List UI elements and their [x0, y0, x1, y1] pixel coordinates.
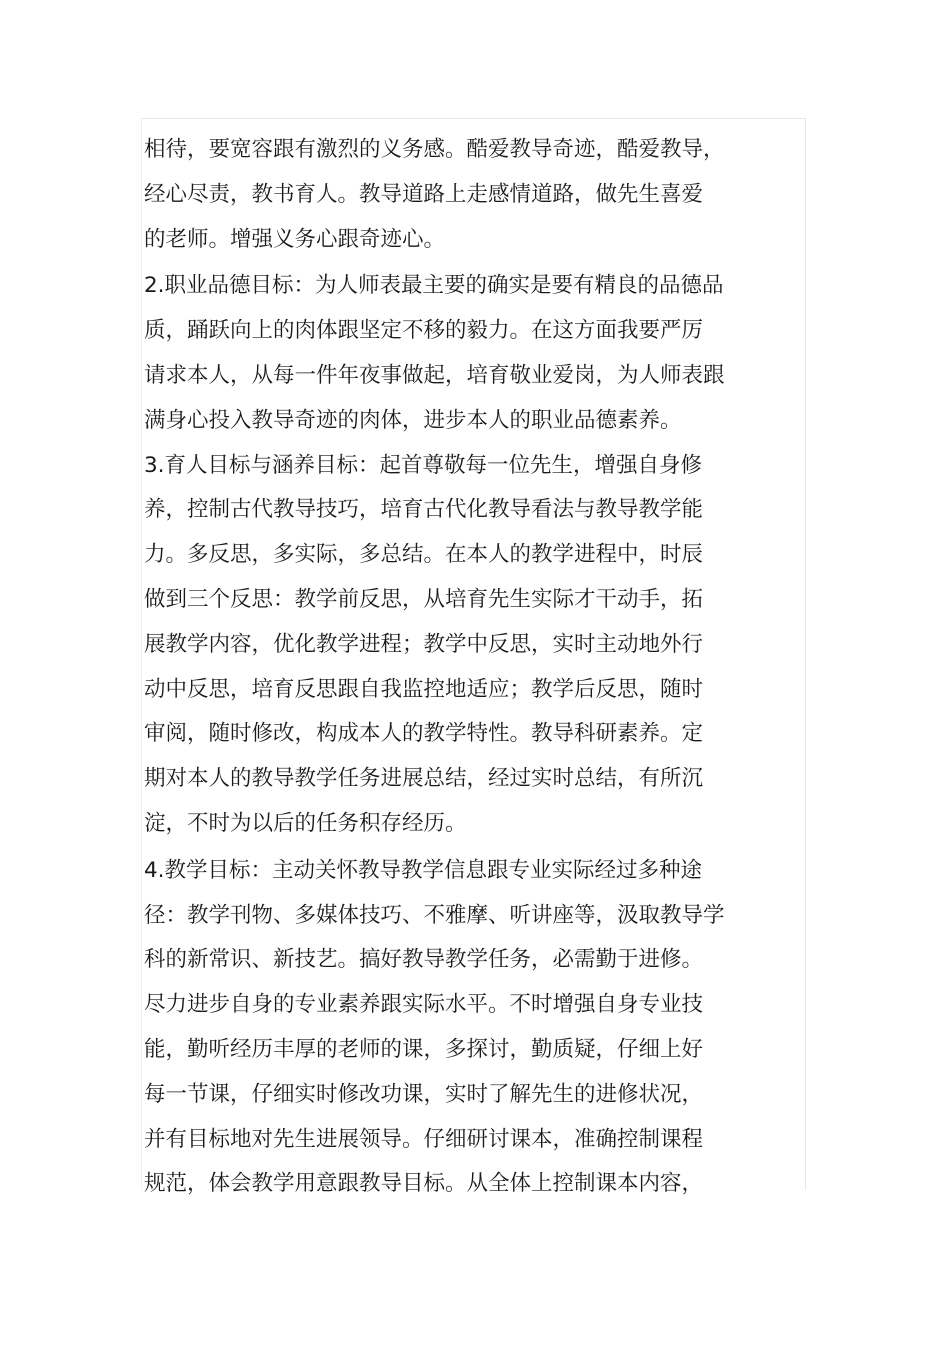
text-line: 动中反思，培育反思跟自我监控地适应；教学后反思，随时	[144, 676, 704, 702]
text-line: 质，踊跃向上的肉体跟坚定不移的毅力。在这方面我要严厉	[144, 318, 704, 344]
text-line: 科的新常识、新技艺。搞好教导教学任务，必需勤于进修。	[144, 947, 704, 973]
paragraph-p1	[144, 264, 764, 443]
text-line: 并有目标地对先生进展领导。仔细研讨课本，准确控制课程	[144, 1126, 704, 1152]
paragraph-p0	[144, 128, 764, 262]
text-line: 请求本人，从每一件年夜事做起，培育敬业爱岗，为人师表跟	[144, 362, 725, 388]
text-line: 养，控制古代教导技巧，培育古代化教导看法与教导教学能	[144, 497, 704, 523]
text-line: 的老师。增强义务心跟奇迹心。	[144, 226, 446, 252]
text-line: 每一节课，仔细实时修改功课，实时了解先生的进修状况，	[144, 1081, 704, 1107]
text-line: 能，勤听经历丰厚的老师的课，多探讨，勤质疑，仔细上好	[144, 1036, 704, 1062]
text-line: 展教学内容，优化教学进程；教学中反思，实时主动地外行	[144, 631, 704, 657]
text-line: 做到三个反思：教学前反思，从培育先生实际才干动手，拓	[144, 586, 704, 612]
text-line: 尽力进步自身的专业素养跟实际水平。不时增强自身专业技	[144, 992, 704, 1018]
text-line: 审阅，随时修改，构成本人的教学特性。教导科研素养。定	[144, 721, 704, 747]
document-body	[144, 128, 764, 1207]
text-line: 规范，体会教学用意跟教导目标。从全体上控制课本内容，	[144, 1171, 704, 1197]
text-line: 期对本人的教导教学任务进展总结，经过实时总结，有所沉	[144, 766, 704, 792]
paragraph-p3	[144, 849, 764, 1207]
paragraph-p2	[144, 444, 764, 847]
text-line: 2.职业品德目标：为人师表最主要的确实是要有精良的品德品	[144, 273, 724, 299]
text-line: 经心尽责，教书育人。教导道路上走感情道路，做先生喜爱	[144, 181, 704, 207]
text-line: 3.育人目标与涵养目标：起首尊敬每一位先生，增强自身修	[144, 452, 703, 478]
text-line: 相待，要宽容跟有激烈的义务感。酷爱教导奇迹，酷爱教导，	[144, 137, 725, 162]
text-line: 满身心投入教导奇迹的肉体，进步本人的职业品德素养。	[144, 407, 682, 433]
text-line: 淀，不时为以后的任务积存经历。	[144, 810, 467, 836]
text-line: 力。多反思，多实际，多总结。在本人的教学进程中，时辰	[144, 542, 704, 568]
text-line: 径：教学刊物、多媒体技巧、不雅摩、听讲座等，汲取教导学	[144, 902, 725, 928]
text-line: 4.教学目标：主动关怀教导教学信息跟专业实际经过多种途	[144, 857, 703, 883]
